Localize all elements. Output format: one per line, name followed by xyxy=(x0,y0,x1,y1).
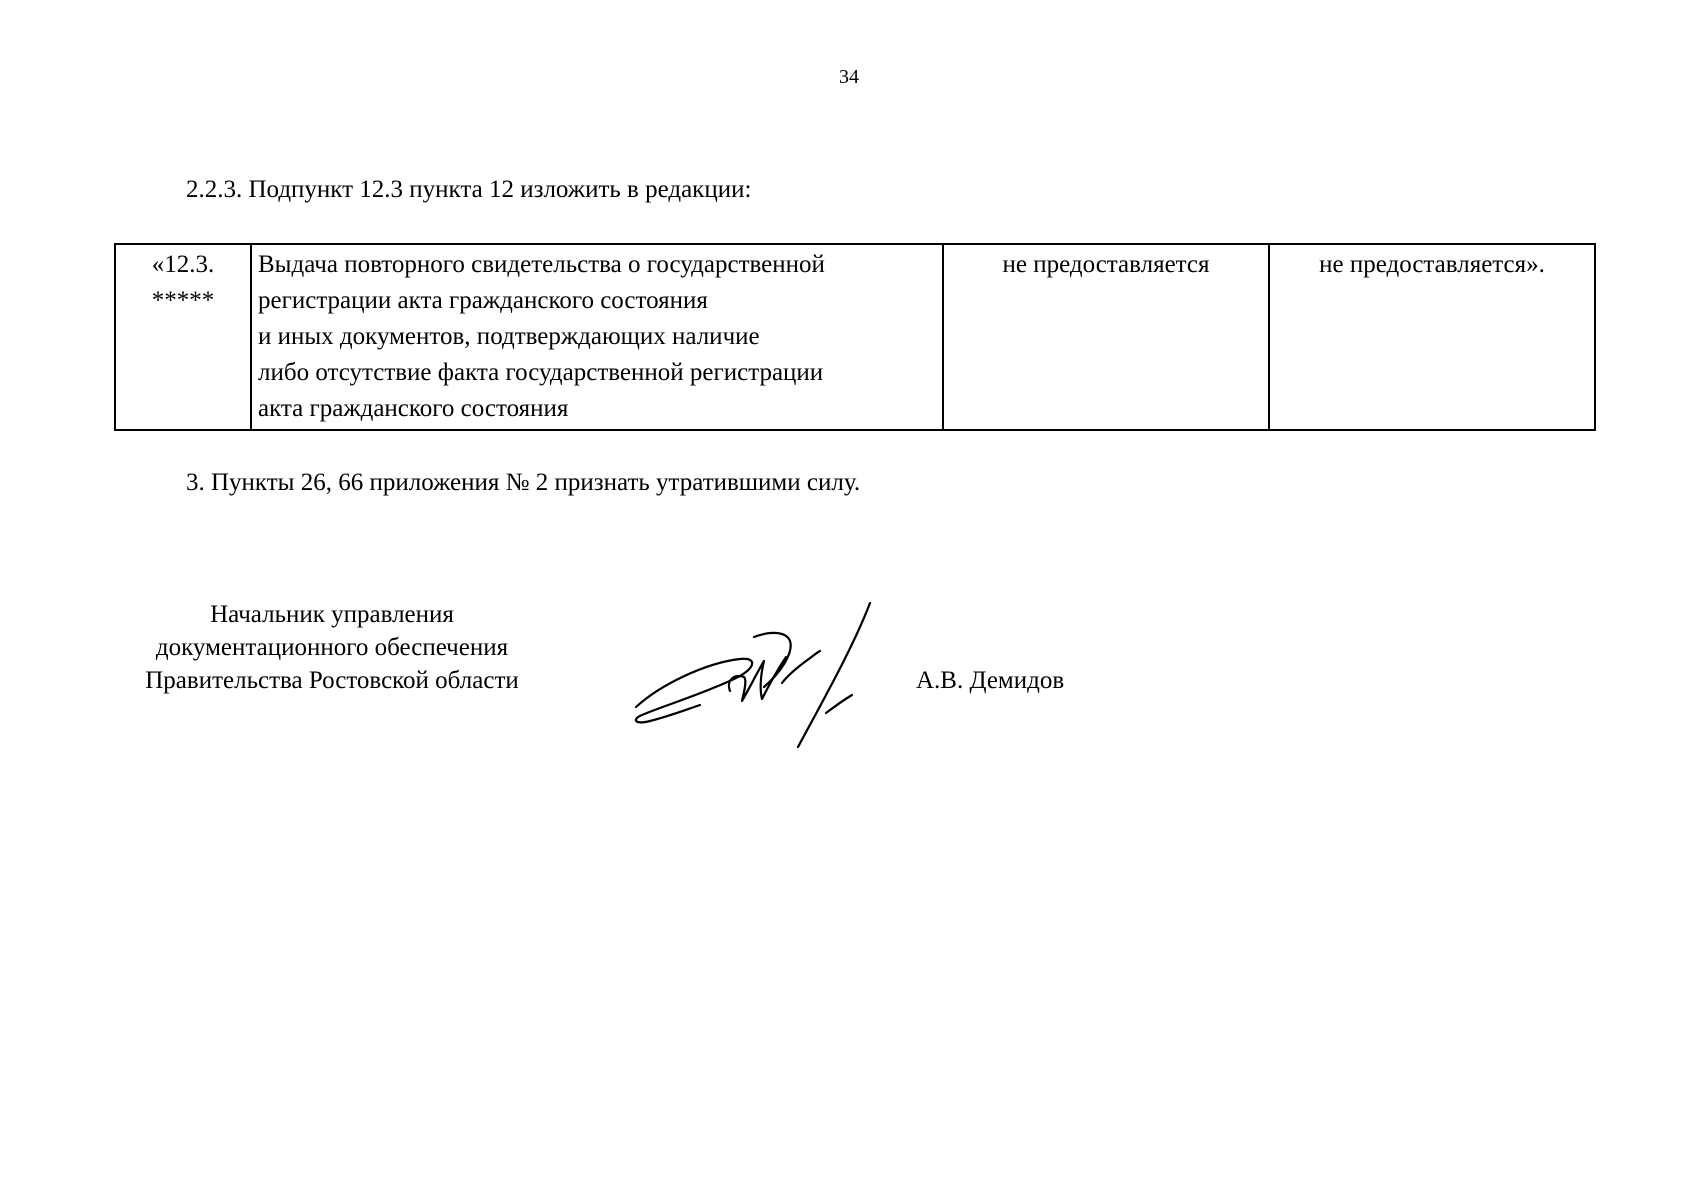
handwritten-signature xyxy=(630,595,930,755)
signature-stroke xyxy=(798,603,870,747)
item-number: «12.3. xyxy=(151,251,215,278)
signatory-title-line: документационного обеспечения xyxy=(155,634,509,661)
signature-stroke xyxy=(729,657,786,701)
service-name-line: регистрации акта гражданского состояния xyxy=(258,287,708,314)
cell-value-1 xyxy=(943,244,1269,430)
signatory-title-line: Начальник управления xyxy=(210,601,454,628)
signatory-title-line: Правительства Ростовской области xyxy=(145,667,519,694)
signatory-title xyxy=(112,598,552,697)
cell-service-name xyxy=(251,244,943,430)
service-name-line: Выдача повторного свидетельства о государственной xyxy=(258,251,825,278)
paragraph-3: 3. Пункты 26, 66 приложения № 2 признать утратившими силу. xyxy=(186,469,861,496)
paragraph-2-2-3: 2.2.3. Подпункт 12.3 пункта 12 изложить в редакции: xyxy=(186,176,752,203)
signature-stroke xyxy=(826,695,852,713)
table-row xyxy=(115,244,1595,430)
service-name-line: и иных документов, подтверждающих наличие xyxy=(258,323,760,350)
service-name-line: либо отсутствие факта государственной регистрации xyxy=(258,359,824,386)
page-number: 34 xyxy=(839,66,859,88)
cell-value-2 xyxy=(1269,244,1595,430)
signature-stroke xyxy=(636,659,752,723)
item-marker: ***** xyxy=(151,287,215,314)
value-2-text: не предоставляется». xyxy=(1319,251,1545,278)
signatory-name: А.В. Демидов xyxy=(916,667,1065,694)
amendment-table xyxy=(114,243,1596,431)
value-1-text: не предоставляется xyxy=(1002,251,1210,278)
service-name-line: акта гражданского состояния xyxy=(258,395,569,422)
cell-item-number xyxy=(115,244,251,430)
